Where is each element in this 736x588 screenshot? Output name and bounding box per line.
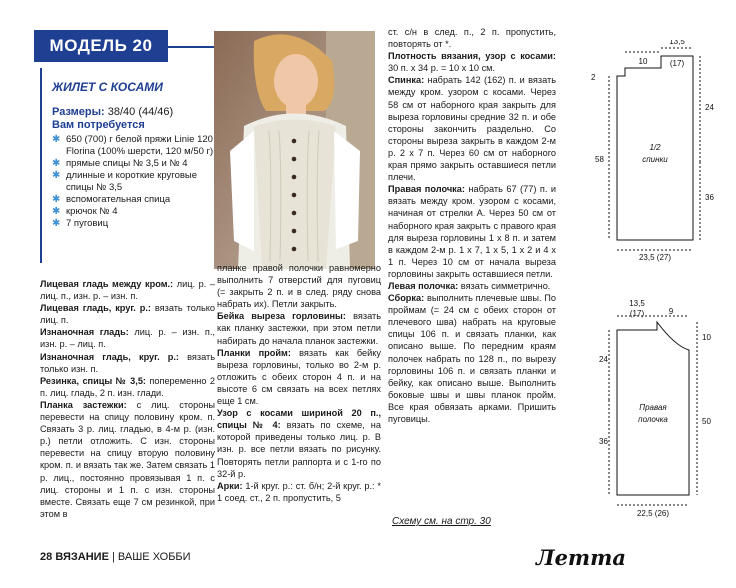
material-item: ✱ длинные и короткие круговые спицы № 3,5 xyxy=(52,170,198,193)
material-item: ✱ вспомогательная спица xyxy=(52,194,171,205)
paragraph: Спинка: набрать 142 (162) п. и вязать между кром. узором с косами. Через 58 см от наборного края закрыть для выреза горловины средние 32 п. и обе стороны закончить раздельно. Со стороны выреза закрыть в каждом 2-м р. 2 x 7 п. Через 60 см от наборного края прямо закрыть оставшиеся петли плечи. xyxy=(388,75,556,183)
dim-label: 24 xyxy=(705,103,714,112)
paragraph: Планки пройм: вязать как бейку выреза горловины, только во 2-м р. отложить с обеих сторон 4 п. и на высоте 6 см связать на всех петлях еще 1 см. xyxy=(217,347,381,407)
text-column-2 xyxy=(217,262,381,504)
model-title-box xyxy=(34,30,168,62)
dim-label: 13,5 xyxy=(669,40,685,46)
pattern-diagrams xyxy=(575,40,735,530)
piece-label: спинки xyxy=(642,155,668,164)
paragraph: Правая полочка: набрать 67 (77) п. и вязать между кром. узором с косами, начиная от стрелки А. Через 50 см от наборного края закрыть с правого края для выреза горловины 1 x 8 п. и затем в каждом 2-м р. 1 x 7, 1 x 5, 1 x 2 и 4 x 1 п. Через 10 см от начала выреза горловины закрыть оставшиеся петли. xyxy=(388,184,556,279)
piece-label: 1/2 xyxy=(649,143,661,152)
info-panel xyxy=(40,68,224,263)
sizes-label: Размеры: xyxy=(52,106,105,118)
scheme-reference-link[interactable]: Схему см. на стр. 30 xyxy=(392,516,491,527)
model-title: МОДЕЛЬ 20 xyxy=(49,36,153,55)
piece-label: Правая xyxy=(639,403,667,412)
dim-label: 13,5 xyxy=(629,299,645,308)
page-number: 28 xyxy=(40,551,53,563)
paragraph: Лицевая гладь, круг. р.: вязать только лиц. п. xyxy=(40,303,215,326)
page-footer xyxy=(40,551,191,563)
dim-label: 10 xyxy=(638,57,648,66)
dim-label: 50 xyxy=(702,417,711,426)
material-item: ✱ прямые спицы № 3,5 и № 4 xyxy=(52,158,188,169)
sizes-value: 38/40 (44/46) xyxy=(107,106,174,118)
snowflake-bullet-icon: ✱ xyxy=(52,194,61,205)
dim-label: 9 xyxy=(668,307,674,316)
dim-label: 36 xyxy=(599,437,608,446)
paragraph: ст. с/н в след. п., 2 п. пропустить, повторять от *. xyxy=(388,27,556,50)
snowflake-bullet-icon: ✱ xyxy=(52,158,61,169)
paragraph: Изнаночная гладь: лиц. р. – изн. п., изн. р. – лиц. п. xyxy=(40,327,215,350)
header-rule xyxy=(168,46,214,48)
materials-heading: Вам потребуется xyxy=(52,119,145,131)
material-item: ✱ 7 пуговиц xyxy=(52,218,109,229)
dim-label: 2 xyxy=(591,73,596,82)
material-item: ✱ крючок № 4 xyxy=(52,206,118,217)
dim-label: 24 xyxy=(599,355,608,364)
materials-list xyxy=(52,134,224,230)
section-name: ВАШЕ ХОББИ xyxy=(117,551,191,563)
dim-label: (17) xyxy=(669,59,685,68)
snowflake-bullet-icon: ✱ xyxy=(52,134,61,145)
signature: Летта xyxy=(536,545,626,570)
paragraph: Бейка выреза горловины: вязать как планку застежки, при этом петли набирать до начала планок застежки. xyxy=(217,311,381,346)
paragraph: Лицевая гладь между кром.: лиц. р. – лиц. п., изн. р. – изн. п. xyxy=(40,279,215,302)
dim-label: 10 xyxy=(702,333,711,342)
paragraph: планке правой полочки равномерно выполнить 7 отверстий для пуговиц (= закрыть 2 п. и в след. ряду снова набрать их). Петли закрыть. xyxy=(217,263,381,310)
snowflake-bullet-icon: ✱ xyxy=(52,170,61,181)
paragraph: Плотность вязания, узор с косами: 30 п. x 34 р. = 10 x 10 см. xyxy=(388,51,556,74)
snowflake-bullet-icon: ✱ xyxy=(52,206,61,217)
dim-label: 36 xyxy=(705,193,714,202)
dim-label: 58 xyxy=(595,155,604,164)
model-photo xyxy=(214,31,375,269)
paragraph: Левая полочка: вязать симметрично. xyxy=(388,280,551,291)
material-item: ✱ 650 (700) г белой пряжи Linie 120 Florina (100% шерсти, 120 м/50 г) xyxy=(52,134,214,157)
paragraph: Сборка: выполнить плечевые швы. По проймам (= 24 см с обеих сторон от плечевого шва) набрать на круговые спицы 106 п. и связать планки, как описано выше. По передним краям полочек набрать по 128 п., по вырезу горловины 106 п. и связать планки и бейку, как описано выше. Выполнить боковые швы и швы планок пройм. Все края обвязать арками. Пришить пуговицы. xyxy=(388,293,556,424)
paragraph: Арки: 1-й круг. р.: ст. б/н; 2-й круг. р.: * 1 соед. ст., 2 п. пропустить, 5 xyxy=(217,480,381,503)
dim-label: (17) xyxy=(629,309,645,318)
garment-title: ЖИЛЕТ С КОСАМИ xyxy=(52,80,163,94)
dim-label: 23,5 (27) xyxy=(638,253,672,262)
piece-label: полочка xyxy=(638,415,668,424)
model-photo-illustration xyxy=(214,31,375,269)
dim-label: 22,5 (26) xyxy=(636,509,670,518)
paragraph: Планка застежки: с лиц. стороны перевести на спицу половину кром. п. Связать 3 р. лиц. гладью, в 4-м р. (изн. р.) петли отложить. С изн. стороны перевести на спицу вторую половину кром. п. и вязать так же. Затем связать 1 р. лиц., постоянно провязывая 1 п. с лиц. стороны и 1 п. с изн. стороны вместе. Связать еще 7 см резинкой, при этом в xyxy=(40,399,215,519)
paragraph: Резинка, спицы № 3,5: попеременно 2 п. лиц. гладь, 2 п. изн. глади. xyxy=(40,375,215,398)
paragraph: Изнаночная гладь, круг. р.: вязать только изн. п. xyxy=(40,351,216,374)
text-column-3 xyxy=(388,26,556,425)
snowflake-bullet-icon: ✱ xyxy=(52,218,61,229)
magazine-name: ВЯЗАНИЕ xyxy=(55,551,109,563)
text-column-1 xyxy=(40,278,215,520)
sizes-line xyxy=(52,106,224,119)
footer-separator: | xyxy=(111,551,115,563)
paragraph: Узор с косами шириной 20 п., спицы № 4: вязать по схеме, на которой приведены только лиц. р. В изн. р. все петли вязать по рисунку. Повторять петли раппорта и с 1-го по 32-й р. xyxy=(217,408,381,479)
